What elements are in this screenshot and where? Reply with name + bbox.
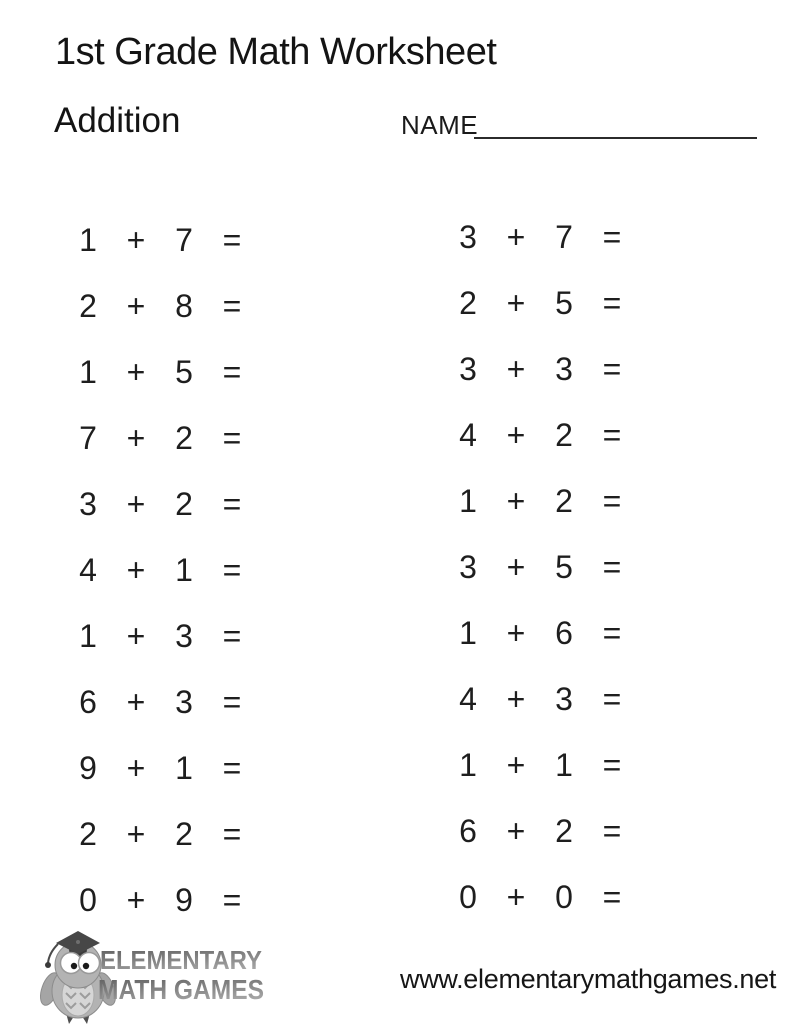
- addend-b: 2: [555, 417, 573, 453]
- problem-row: [444, 798, 636, 864]
- equals-sign: =: [222, 882, 242, 918]
- plus-operator: +: [126, 354, 146, 390]
- logo-line1: ELEMENTARY: [100, 945, 262, 975]
- owl-pupil-left: [71, 963, 77, 969]
- problem-row: [444, 270, 636, 336]
- problem-row: [444, 864, 636, 930]
- problem-row: [444, 666, 636, 732]
- addend-a: 1: [459, 615, 477, 651]
- website-url: www.elementarymathgames.net: [400, 964, 777, 994]
- addend-b: 5: [555, 285, 573, 321]
- equals-sign: =: [602, 813, 622, 849]
- equals-sign: =: [222, 552, 242, 588]
- addend-a: 1: [459, 747, 477, 783]
- addend-b: 9: [175, 882, 193, 918]
- plus-operator: +: [126, 882, 146, 918]
- equals-sign: =: [222, 222, 242, 258]
- addend-a: 2: [459, 285, 477, 321]
- problem-row: [444, 402, 636, 468]
- problem-row: [444, 732, 636, 798]
- addend-b: 1: [175, 750, 193, 786]
- problem-row: [444, 468, 636, 534]
- plus-operator: +: [506, 615, 526, 651]
- equals-sign: =: [222, 618, 242, 654]
- problem-row: [444, 534, 636, 600]
- addend-a: 1: [79, 222, 97, 258]
- equals-sign: =: [602, 417, 622, 453]
- addend-b: 3: [175, 684, 193, 720]
- addend-b: 5: [555, 549, 573, 585]
- problem-row: [64, 471, 256, 537]
- equals-sign: =: [222, 420, 242, 456]
- addend-a: 6: [459, 813, 477, 849]
- problem-row: [64, 537, 256, 603]
- addend-a: 1: [79, 354, 97, 390]
- equals-sign: =: [602, 351, 622, 387]
- addend-a: 6: [79, 684, 97, 720]
- addend-b: 7: [555, 219, 573, 255]
- plus-operator: +: [506, 681, 526, 717]
- equals-sign: =: [222, 750, 242, 786]
- addend-a: 2: [79, 288, 97, 324]
- plus-operator: +: [126, 222, 146, 258]
- addend-b: 2: [175, 816, 193, 852]
- problems-column-left: [64, 207, 256, 933]
- addend-a: 3: [79, 486, 97, 522]
- plus-operator: +: [126, 750, 146, 786]
- equals-sign: =: [222, 288, 242, 324]
- name-blank-line: [474, 137, 757, 139]
- tassel-knob: [45, 962, 51, 968]
- section-title: Addition: [54, 101, 181, 140]
- plus-operator: +: [506, 879, 526, 915]
- addend-a: 3: [459, 219, 477, 255]
- equals-sign: =: [602, 285, 622, 321]
- plus-operator: +: [126, 816, 146, 852]
- equals-sign: =: [222, 816, 242, 852]
- addend-a: 7: [79, 420, 97, 456]
- plus-operator: +: [506, 483, 526, 519]
- addend-b: 1: [555, 747, 573, 783]
- addend-b: 2: [175, 486, 193, 522]
- addend-a: 0: [79, 882, 97, 918]
- addend-a: 4: [79, 552, 97, 588]
- addend-b: 3: [175, 618, 193, 654]
- logo-line2: MATH GAMES: [98, 974, 264, 1004]
- plus-operator: +: [506, 549, 526, 585]
- plus-operator: +: [126, 552, 146, 588]
- addend-b: 3: [555, 351, 573, 387]
- addend-a: 1: [79, 618, 97, 654]
- addend-a: 0: [459, 879, 477, 915]
- equals-sign: =: [602, 219, 622, 255]
- addend-b: 8: [175, 288, 193, 324]
- problem-row: [444, 204, 636, 270]
- equals-sign: =: [222, 354, 242, 390]
- problem-row: [64, 669, 256, 735]
- plus-operator: +: [506, 285, 526, 321]
- addend-a: 9: [79, 750, 97, 786]
- addend-a: 1: [459, 483, 477, 519]
- problem-row: [444, 336, 636, 402]
- addend-a: 3: [459, 549, 477, 585]
- problem-row: [64, 273, 256, 339]
- plus-operator: +: [506, 417, 526, 453]
- problems-column-right: [444, 204, 636, 930]
- equals-sign: =: [602, 879, 622, 915]
- problem-row: [64, 735, 256, 801]
- equals-sign: =: [602, 681, 622, 717]
- addend-b: 6: [555, 615, 573, 651]
- name-label: NAME: [401, 110, 479, 140]
- equals-sign: =: [222, 486, 242, 522]
- addend-b: 0: [555, 879, 573, 915]
- addend-b: 5: [175, 354, 193, 390]
- equals-sign: =: [602, 747, 622, 783]
- page-title: 1st Grade Math Worksheet: [55, 31, 497, 73]
- addend-a: 2: [79, 816, 97, 852]
- problem-row: [64, 339, 256, 405]
- plus-operator: +: [506, 351, 526, 387]
- problem-row: [64, 207, 256, 273]
- addend-b: 3: [555, 681, 573, 717]
- addend-a: 4: [459, 417, 477, 453]
- addend-b: 2: [555, 483, 573, 519]
- plus-operator: +: [126, 684, 146, 720]
- problem-row: [64, 801, 256, 867]
- graduation-cap-button: [76, 940, 80, 944]
- equals-sign: =: [602, 615, 622, 651]
- problem-row: [444, 600, 636, 666]
- plus-operator: +: [126, 486, 146, 522]
- plus-operator: +: [126, 288, 146, 324]
- equals-sign: =: [602, 549, 622, 585]
- plus-operator: +: [126, 618, 146, 654]
- plus-operator: +: [506, 747, 526, 783]
- addend-a: 3: [459, 351, 477, 387]
- elementary-math-games-logo: [96, 942, 276, 1004]
- problem-row: [64, 405, 256, 471]
- addend-b: 7: [175, 222, 193, 258]
- owl-pupil-right: [83, 963, 89, 969]
- addend-b: 2: [175, 420, 193, 456]
- plus-operator: +: [506, 813, 526, 849]
- addend-a: 4: [459, 681, 477, 717]
- plus-operator: +: [506, 219, 526, 255]
- problem-row: [64, 867, 256, 933]
- addend-b: 2: [555, 813, 573, 849]
- addend-b: 1: [175, 552, 193, 588]
- equals-sign: =: [222, 684, 242, 720]
- plus-operator: +: [126, 420, 146, 456]
- equals-sign: =: [602, 483, 622, 519]
- problem-row: [64, 603, 256, 669]
